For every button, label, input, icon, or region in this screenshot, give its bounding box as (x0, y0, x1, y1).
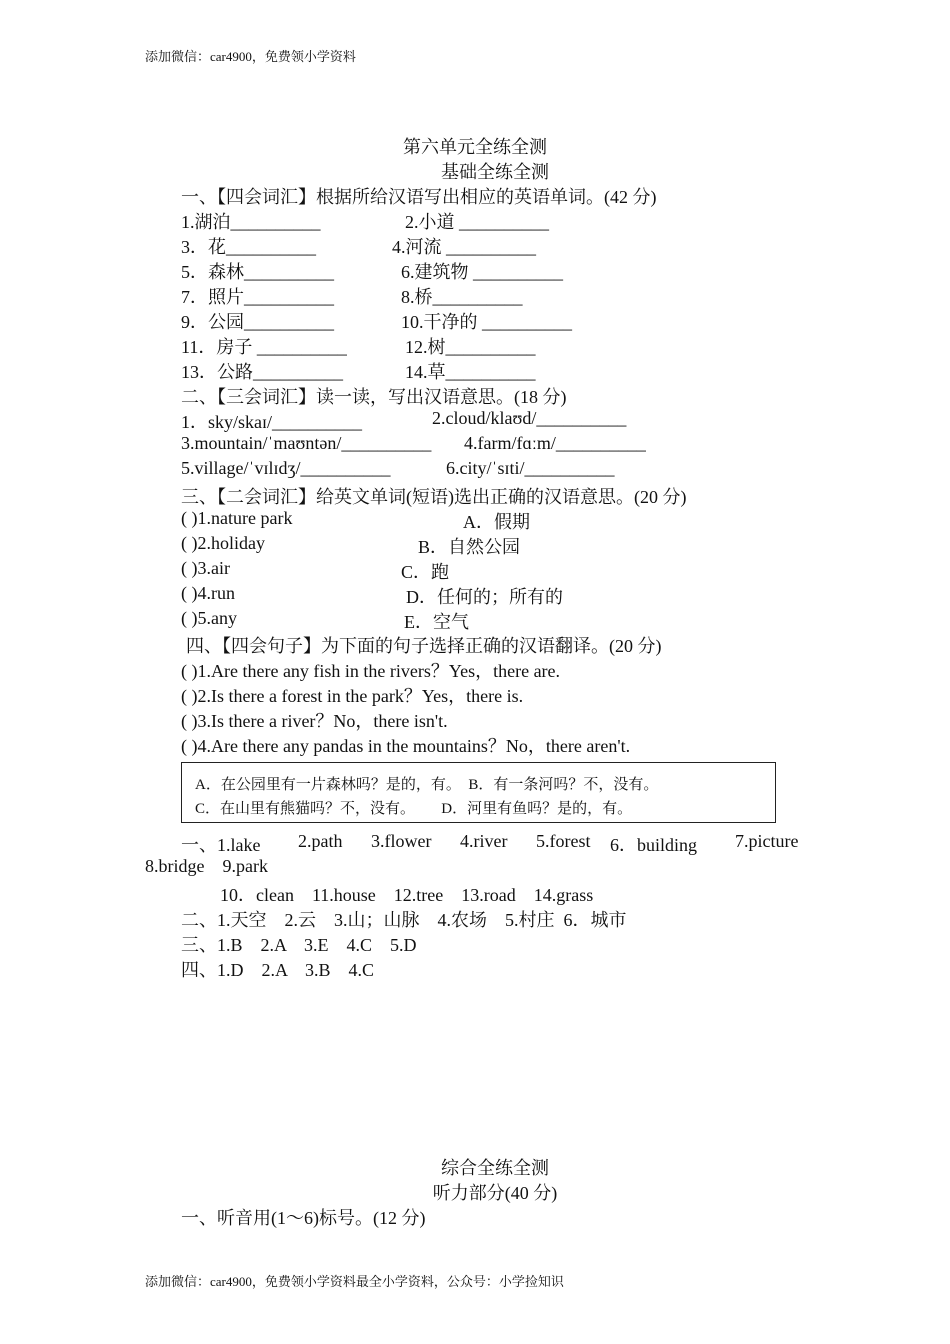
s1-item: 9．公园__________ (181, 312, 334, 332)
basic-title: 基础全练全测 (441, 162, 549, 182)
s2-item: 2.cloud/klaʊd/__________ (432, 408, 627, 428)
s3-question: ( )5.any (181, 608, 237, 628)
s1-item: 5．森林__________ (181, 262, 334, 282)
s4-item: ( )2.Is there a forest in the park？Yes，there is. (181, 686, 524, 706)
s1-item: 4.河流 __________ (392, 237, 536, 257)
answer-1-item: 2.path (298, 831, 343, 851)
section2-heading: 二、【三会词汇】读一读，写出汉语意思。(18 分) (181, 387, 567, 407)
s3-question: ( )3.air (181, 558, 230, 578)
s1-item: 13．公路__________ (181, 362, 343, 382)
answer-1-item: 5.forest (536, 831, 591, 851)
s4-item: ( )4.Are there any pandas in the mountains？No，there aren't. (181, 736, 631, 756)
page-header: 添加微信：car4900，免费领小学资料 (145, 49, 356, 64)
s4-item: ( )1.Are there any fish in the rivers？Yes，there are. (181, 661, 561, 681)
options-box (181, 762, 776, 823)
s1-item: 8.桥__________ (401, 287, 523, 307)
s3-option: C．跑 (401, 562, 450, 582)
answer-3: 三、1.B 2.A 3.E 4.C 5.D (181, 935, 417, 955)
s1-item: 10.干净的 __________ (401, 312, 572, 332)
s3-question: ( )4.run (181, 583, 235, 603)
s1-item: 6.建筑物 __________ (401, 262, 563, 282)
answer-1-line2: 8.bridge 9.park (145, 856, 268, 876)
s2-item: 4.farm/fɑːm/__________ (464, 433, 646, 453)
answer-1-first: 一、1.lake (181, 835, 261, 855)
answer-2: 二、1.天空 2.云 3.山；山脉 4.农场 5.村庄 6．城市 (181, 910, 627, 930)
s1-item: 14.草__________ (405, 362, 536, 382)
unit-title: 第六单元全练全测 (403, 137, 547, 157)
s1-item: 3．花__________ (181, 237, 316, 257)
answer-1-item: 7.picture (735, 831, 799, 851)
s2-item: 5.village/ˈvɪlɪdʒ/__________ (181, 458, 391, 478)
s2-item: 6.city/ˈsɪti/__________ (446, 458, 615, 478)
s3-question: ( )2.holiday (181, 533, 265, 553)
s3-option: B．自然公园 (418, 537, 521, 557)
s1-item: 2.小道 __________ (405, 212, 549, 232)
s1-item: 12.树__________ (405, 337, 536, 357)
s2-item: 1．sky/skaɪ/__________ (181, 412, 363, 432)
s3-option: A．假期 (463, 512, 530, 532)
s3-option: D．任何的；所有的 (406, 587, 563, 607)
options-line: A．在公园里有一片森林吗？是的，有。 B．有一条河吗？不，没有。 (195, 777, 659, 793)
options-line: C．在山里有熊猫吗？不，没有。 D．河里有鱼吗？是的，有。 (195, 801, 633, 817)
s3-option: E．空气 (404, 612, 469, 632)
section3-heading: 三、【二会词汇】给英文单词(短语)选出正确的汉语意思。(20 分) (181, 487, 687, 507)
listening-title: 听力部分(40 分) (432, 1183, 558, 1203)
s2-item: 3.mountain/ˈmaʊntən/__________ (181, 433, 432, 453)
s1-item: 11．房子 __________ (181, 337, 347, 357)
s4-item: ( )3.Is there a river？No，there isn't. (181, 711, 448, 731)
page-footer: 添加微信：car4900，免费领小学资料最全小学资料，公众号：小学捡知识 (145, 1274, 564, 1289)
s1-item: 1.湖泊__________ (181, 212, 321, 232)
section4-heading: 四、【四会句子】为下面的句子选择正确的汉语翻译。(20 分) (186, 636, 662, 656)
section1-heading: 一、【四会词汇】根据所给汉语写出相应的英语单词。(42 分) (181, 187, 657, 207)
s1-item: 7．照片__________ (181, 287, 334, 307)
answer-1-item: 4.river (460, 831, 508, 851)
answer-1-item: 3.flower (371, 831, 432, 851)
comprehensive-title: 综合全练全测 (441, 1158, 549, 1178)
answer-1-line3: 10．clean 11.house 12.tree 13.road 14.grass (220, 885, 594, 905)
listening-heading: 一、听音用(1～6)标号。(12 分) (181, 1208, 426, 1228)
answer-1-item: 6．building (610, 835, 698, 855)
answer-4: 四、1.D 2.A 3.B 4.C (181, 960, 375, 980)
s3-question: ( )1.nature park (181, 508, 293, 528)
